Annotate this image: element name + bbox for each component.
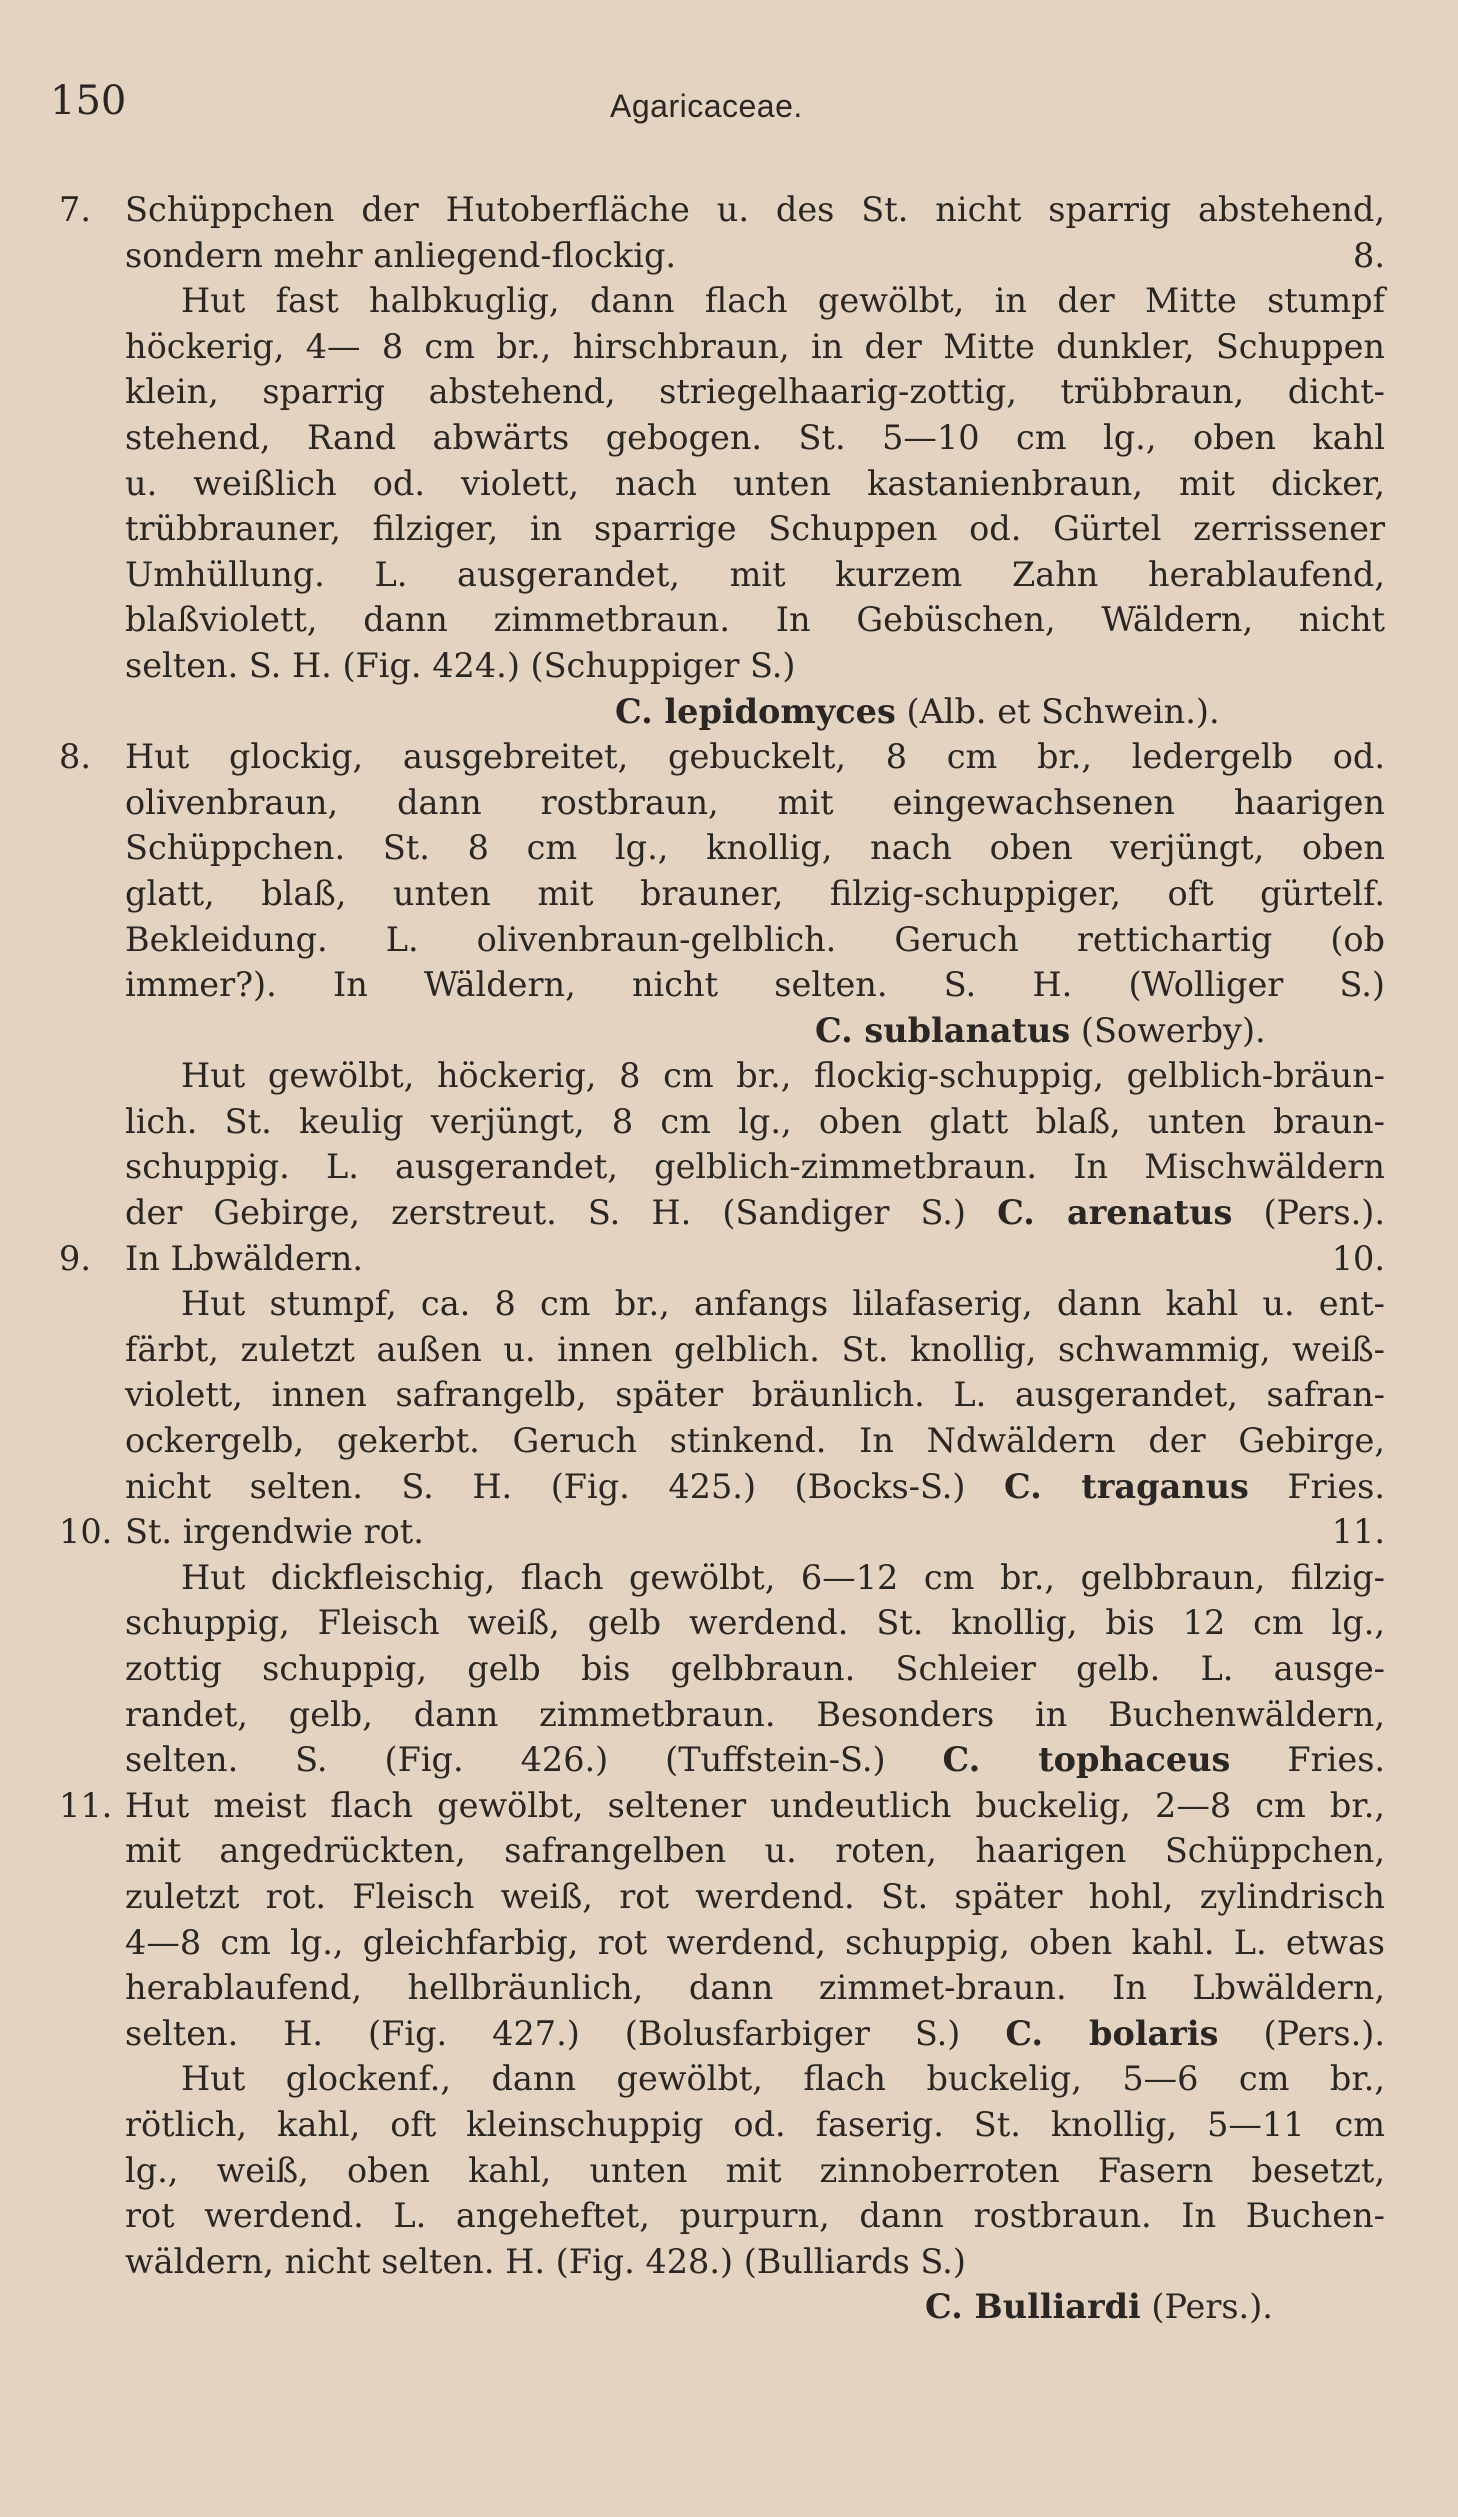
text-line: In Lbwäldern. xyxy=(125,1238,364,1278)
key-line xyxy=(125,1965,1385,2011)
text-line: Hut gewölbt, höckerig, 8 cm br., flockig-schuppig, gelblich-bräun- xyxy=(181,1056,1385,1096)
text-line: blaßviolett, dann zimmetbraun. In Gebüschen, Wäldern, nicht xyxy=(125,600,1385,640)
key-line xyxy=(125,825,1385,871)
text-line: färbt, zuletzt außen u. innen gelblich. St. knollig, schwammig, weiß- xyxy=(125,1329,1385,1369)
key-line xyxy=(125,2011,1385,2057)
species-author: Fries. xyxy=(1287,1740,1386,1780)
key-line xyxy=(125,506,1385,552)
key-line xyxy=(125,1555,1385,1601)
text-line: u. weißlich od. violett, nach unten kastanienbraun, mit dicker, xyxy=(125,463,1385,503)
key-line xyxy=(125,1099,1385,1145)
species-line xyxy=(125,2284,1385,2330)
key-line xyxy=(125,1053,1385,1099)
text-line: Hut stumpf, ca. 8 cm br., anfangs lilafaserig, dann kahl u. ent- xyxy=(181,1284,1385,1324)
text-line: mit angedrückten, safrangelben u. roten, haarigen Schüppchen, xyxy=(125,1831,1385,1871)
text-line: rot werdend. L. angeheftet, purpurn, dann rostbraun. In Buchen- xyxy=(125,2196,1385,2236)
lead-reference: 8. xyxy=(1353,235,1385,275)
key-line xyxy=(125,1920,1385,1966)
species-name: C. traganus xyxy=(1004,1466,1249,1506)
text-line: herablaufend, hellbräunlich, dann zimmet-braun. In Lbwäldern, xyxy=(125,1968,1385,2008)
species-line xyxy=(125,689,1385,735)
key-line xyxy=(125,1464,1385,1510)
text-line: Hut meist flach gewölbt, seltener undeutlich buckelig, 2—8 cm br., xyxy=(125,1785,1385,1825)
key-line xyxy=(125,278,1385,324)
key-line xyxy=(125,962,1385,1008)
key-line xyxy=(59,1236,1385,1282)
text-line: höckerig, 4— 8 cm br., hirschbraun, in der Mitte dunkler, Schuppen xyxy=(125,326,1385,366)
text-line: olivenbraun, dann rostbraun, mit eingewachsenen haarigen xyxy=(125,782,1385,822)
key-line xyxy=(125,1418,1385,1464)
lead-reference: 10. xyxy=(1331,1238,1385,1278)
text-line: Hut glockig, ausgebreitet, gebuckelt, 8 cm br., ledergelb od. xyxy=(125,737,1385,777)
couplet-number: 8. xyxy=(59,737,91,777)
species-line xyxy=(125,1008,1385,1054)
key-line xyxy=(125,2102,1385,2148)
text-line: Schüppchen der Hutoberfläche u. des St. nicht sparrig abstehend, xyxy=(125,190,1385,229)
text-line: trübbrauner, filziger, in sparrige Schuppen od. Gürtel zerrissener xyxy=(125,509,1385,549)
text-line: rötlich, kahl, oft kleinschuppig od. faserig. St. knollig, 5—11 cm xyxy=(125,2104,1385,2144)
text-line: stehend, Rand abwärts gebogen. St. 5—10 cm lg., oben kahl xyxy=(125,417,1385,457)
species-name: C. tophaceus xyxy=(942,1740,1231,1780)
key-line xyxy=(125,2193,1385,2239)
text-line: St. irgendwie rot. xyxy=(125,1512,424,1552)
text-line: selten. S. (Fig. 426.) (Tuffstein-S.) xyxy=(125,1740,886,1780)
text-line: wäldern, nicht selten. H. (Fig. 428.) (Bulliards S.) xyxy=(125,2241,966,2281)
couplet-number: 11. xyxy=(59,1785,113,1825)
text-line: lich. St. keulig verjüngt, 8 cm lg., oben glatt blaß, unten braun- xyxy=(125,1101,1385,1141)
species-name: C. Bulliardi xyxy=(925,2287,1141,2327)
species-author: (Pers.). xyxy=(1151,2287,1273,2327)
key-line xyxy=(125,1692,1385,1738)
text-line: Umhüllung. L. ausgerandet, mit kurzem Zahn herablaufend, xyxy=(125,554,1385,594)
species-name: C. arenatus xyxy=(997,1193,1233,1233)
text-line: zottig schuppig, gelb bis gelbbraun. Schleier gelb. L. ausge- xyxy=(125,1649,1385,1688)
species-author: (Pers.). xyxy=(1263,2013,1385,2053)
key-line xyxy=(125,2148,1385,2194)
key-line xyxy=(125,233,1385,279)
key-line xyxy=(59,187,1385,233)
text-line: selten. H. (Fig. 427.) (Bolusfarbiger S.) xyxy=(125,2013,961,2053)
key-line xyxy=(59,1509,1385,1555)
couplet-number: 9. xyxy=(59,1238,91,1278)
species-name: C. sublanatus xyxy=(815,1010,1071,1050)
text-line: Hut fast halbkuglig, dann flach gewölbt, in der Mitte stumpf xyxy=(181,281,1385,321)
text-line: ockergelb, gekerbt. Geruch stinkend. In Ndwäldern der Gebirge, xyxy=(125,1421,1385,1461)
text-line: randet, gelb, dann zimmetbraun. Besonders in Buchenwäldern, xyxy=(125,1694,1385,1734)
text-line: glatt, blaß, unten mit brauner, filzig-schuppiger, oft gürtelf. xyxy=(125,873,1385,913)
key-line xyxy=(125,1372,1385,1418)
text-line: selten. S. H. (Fig. 424.) (Schuppiger S.) xyxy=(125,645,796,685)
text-line: schuppig, Fleisch weiß, gelb werdend. St. knollig, bis 12 cm lg., xyxy=(125,1603,1385,1643)
lead-reference: 11. xyxy=(1331,1512,1385,1552)
running-title: Agaricaceae. xyxy=(610,88,803,124)
species-author: (Sowerby). xyxy=(1080,1010,1266,1050)
key-text xyxy=(59,187,1386,2330)
text-line: sondern mehr anliegend-flockig. xyxy=(125,235,677,275)
couplet-number: 7. xyxy=(59,190,91,229)
key-line xyxy=(59,734,1385,780)
text-line: schuppig. L. ausgerandet, gelblich-zimmetbraun. In Mischwäldern xyxy=(125,1147,1385,1187)
page-header xyxy=(50,78,1398,148)
key-line xyxy=(125,1646,1385,1692)
text-line: der Gebirge, zerstreut. S. H. (Sandiger S.) xyxy=(125,1193,966,1233)
species-name: C. lepidomyces xyxy=(615,691,896,731)
key-line xyxy=(125,1327,1385,1373)
key-line xyxy=(125,1190,1385,1236)
page-number: 150 xyxy=(50,78,127,124)
key-line xyxy=(125,1737,1385,1783)
text-line: lg., weiß, oben kahl, unten mit zinnoberroten Fasern besetzt, xyxy=(125,2150,1385,2190)
key-line xyxy=(125,415,1385,461)
text-line: nicht selten. S. H. (Fig. 425.) (Bocks-S.) xyxy=(125,1466,966,1506)
text-line: Hut dickfleischig, flach gewölbt, 6—12 cm br., gelbbraun, filzig- xyxy=(181,1557,1385,1597)
text-line: klein, sparrig abstehend, striegelhaarig-zottig, trübbraun, dicht- xyxy=(125,372,1385,412)
species-author: (Pers.). xyxy=(1263,1193,1385,1233)
key-line xyxy=(125,597,1385,643)
species-name: C. bolaris xyxy=(1005,2013,1219,2053)
text-line: Hut glockenf., dann gewölbt, flach buckelig, 5—6 cm br., xyxy=(181,2059,1385,2099)
text-line: Schüppchen. St. 8 cm lg., knollig, nach oben verjüngt, oben xyxy=(125,828,1385,868)
species-author: (Alb. et Schwein.). xyxy=(906,691,1220,731)
key-line xyxy=(125,2056,1385,2102)
species-author: Fries. xyxy=(1287,1466,1385,1506)
key-line xyxy=(125,917,1385,963)
key-line xyxy=(125,1874,1385,1920)
text-line: 4—8 cm lg., gleichfarbig, rot werdend, schuppig, oben kahl. L. etwas xyxy=(125,1922,1385,1962)
couplet-number: 10. xyxy=(59,1512,113,1552)
key-line xyxy=(125,871,1385,917)
key-line xyxy=(125,324,1385,370)
text-line: Bekleidung. L. olivenbraun-gelblich. Geruch rettichartig (ob xyxy=(125,919,1385,959)
key-line xyxy=(125,1600,1385,1646)
key-line xyxy=(125,552,1385,598)
key-line xyxy=(59,1783,1385,1829)
key-line xyxy=(125,1281,1385,1327)
key-line xyxy=(125,1828,1385,1874)
key-line xyxy=(125,780,1385,826)
text-line: immer?). In Wäldern, nicht selten. S. H. (Wolliger S.) xyxy=(125,965,1385,1005)
text-line: zuletzt rot. Fleisch weiß, rot werdend. St. später hohl, zylindrisch xyxy=(125,1876,1385,1916)
key-line xyxy=(125,369,1385,415)
key-line xyxy=(125,2239,1385,2285)
key-line xyxy=(125,461,1385,507)
key-line xyxy=(125,1144,1385,1190)
key-line xyxy=(125,643,1385,689)
text-line: violett, innen safrangelb, später bräunlich. L. ausgerandet, safran- xyxy=(125,1375,1385,1415)
